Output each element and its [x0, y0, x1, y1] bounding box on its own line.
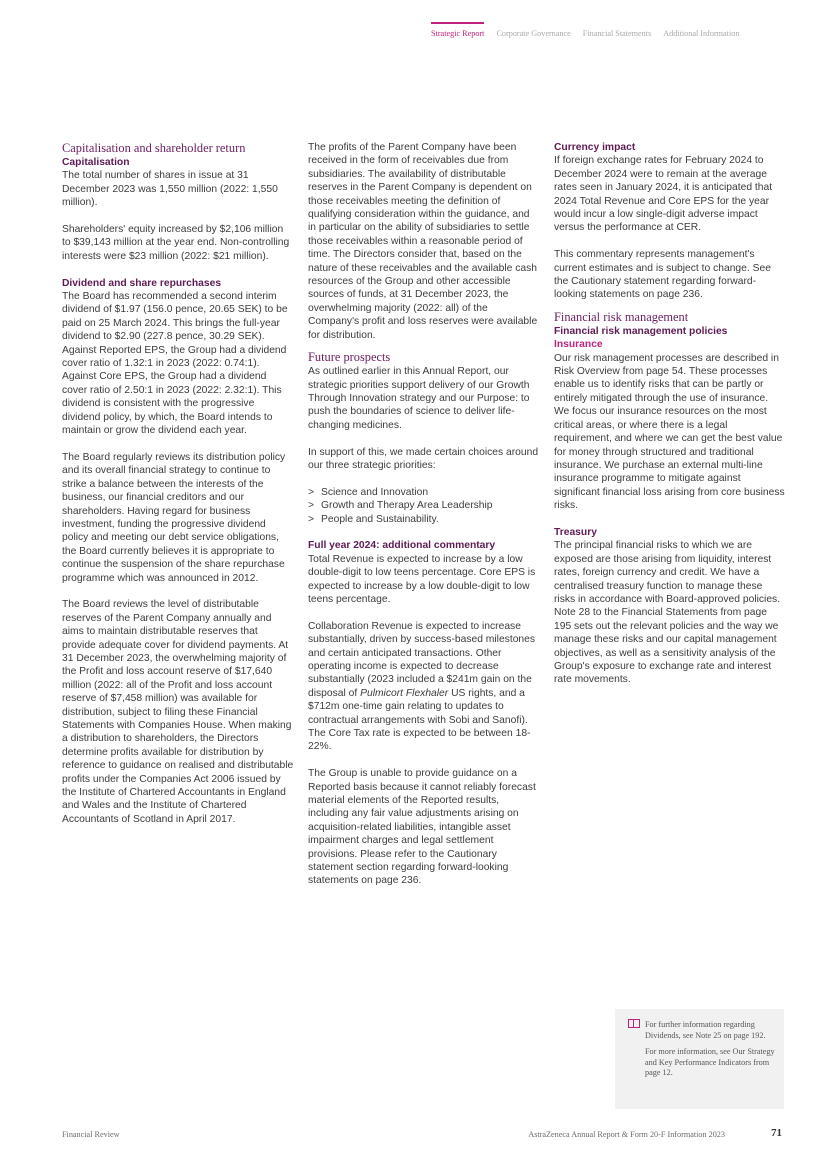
paragraph: The Board regularly reviews its distribution policy and its overall financial strategy to continue to strike a balance between the interests of the business, our financial creditors and our shareholders. Having regard for business investment, funding the progressive dividend policy and meeting our debt service obligations, the Board currently believes it is appropriate to continue the suspension of the share repurchase programme which was announced in 2012. [62, 451, 286, 584]
page-number: 71 [771, 1127, 782, 1139]
paragraph: The total number of shares in issue at 31 December 2023 was 1,550 million (2022: 1,550 million). [62, 170, 278, 209]
info-link-strategy[interactable]: For more information, see Our Strategy and Key Performance Indicators from page 12. [645, 1047, 775, 1078]
list-item: > Growth and Therapy Area Leadership [308, 499, 540, 512]
paragraph [308, 620, 540, 754]
product-name: Pulmicort Flexhaler [360, 687, 449, 699]
text-run: Collaboration Revenue is expected to increase substantially, driven by success-based milestones and certain anticipated transactions. Other operating income is expected to decrease substantially (2023 included a $241m gain on the disposal of [308, 620, 536, 699]
subheading-risk-policies: Financial risk management policies [554, 325, 728, 337]
list-item: > Science and Innovation [308, 486, 540, 499]
paragraph: The profits of the Parent Company have been received in the form of receivables due from subsidiaries. The availability of distributable reserves in the Parent Company is dependent on those receivables meeting the definition of qualifying consideration within the guidance, and in particular on the ability of subsidiaries to settle those receivables within a reasonable period of time. The Directors consider that, based on the nature of these receivables and the available cash resources of the Group and other accessible sources of funds, at 31 December 2023, the overwhelming majority (2022: all) of the Company's profit and loss reserves were available for distribution. [308, 142, 538, 341]
further-information-box [615, 1009, 784, 1109]
tab-financial-statements[interactable]: Financial Statements [582, 28, 652, 38]
tab-strategic-report[interactable]: Strategic Report [431, 28, 485, 38]
top-navigation [431, 26, 785, 40]
paragraph: This commentary represents management's current estimates and is subject to change. See the Cautionary statement regarding forward-looking statements on page 236. [554, 249, 771, 301]
paragraph: Shareholders' equity increased by $2,106 million to $39,143 million at the year end. Non-controlling interests were $23 million (2022: $21 million). [62, 224, 290, 262]
heading-future-prospects: Future prospects [308, 350, 391, 365]
column-middle [308, 141, 540, 888]
column-right [554, 141, 786, 687]
paragraph: The Group is unable to provide guidance on a Reported basis because it cannot reliably forecast material elements of the Reported results, including any fair value adjustments arising on acquisition-related liabilities, intangible asset impairment charges and legal settlement provisions. Please refer to the Cautionary statement section regarding forward-looking statements on page 236. [308, 768, 536, 887]
heading-capitalisation-shareholder-return: Capitalisation and shareholder return [62, 141, 246, 155]
paragraph: Total Revenue is expected to increase by a low double-digit to low teens percentage. Core EPS is expected to increase by a low double-digit to low teens percentage. [308, 553, 536, 605]
footer-report-title: AstraZeneca Annual Report & Form 20-F Information 2023 [528, 1130, 725, 1139]
subheading-currency-impact: Currency impact [554, 142, 636, 153]
paragraph: The Board has recommended a second interim dividend of $1.97 (156.0 pence, 20.65 SEK) to be paid on 25 March 2024. This brings the full-year dividend to $2.90 (227.8 pence, 30.29 SEK). Against Reported EPS, the Group had a dividend cover ratio of 1.32:1 in 2023 (2022: 0.74:1). Against Core EPS, the Group had a dividend cover ratio of 2.50:1 in 2023 (2022: 2.32:1). This dividend is consistent with the progressive dividend policy, by which, the Board intends to maintain or grow the dividend each year. [62, 291, 288, 437]
tab-additional-information[interactable]: Additional Information [663, 28, 740, 38]
list-item: > People and Sustainability. [308, 513, 540, 526]
subheading-full-year-2024: Full year 2024: additional commentary [308, 540, 496, 552]
paragraph: Our risk management processes are described in Risk Overview from page 54. These processes enable us to identify risks that can be partly or entirely mitigated through the use of insurance. We focus our insurance resources on the most critical areas, or where there is a legal requirement, and where we can get the best value for money through structured and traditional insurance. We purchase an external multi-line insurance programme to mitigate against significant financial loss arising from core business risks. [554, 352, 785, 512]
heading-financial-risk-management: Financial risk management [554, 309, 689, 324]
tab-corporate-governance[interactable]: Corporate Governance [496, 28, 571, 38]
subheading-capitalisation: Capitalisation [62, 157, 130, 168]
priorities-list [308, 486, 540, 526]
column-left [62, 141, 294, 826]
footer-section-name: Financial Review [62, 1130, 120, 1139]
subheading-dividend: Dividend and share repurchases [62, 277, 222, 289]
text-run: US rights, and a $712m one-time gain relating to updates to contractual arrangements with Sobi and Sanofi). The Core Tax rate is expected to be between 18-22%. [308, 687, 531, 753]
subheading-treasury: Treasury [554, 526, 597, 538]
paragraph: In support of this, we made certain choices around our three strategic priorities: [308, 446, 539, 471]
book-icon [628, 1019, 640, 1028]
info-link-dividends[interactable]: For further information regarding Dividends, see Note 25 on page 192. [645, 1020, 766, 1040]
paragraph: If foreign exchange rates for February 2024 to December 2024 were to remain at the average rates seen in January 2024, it is anticipated that 2024 Total Revenue and Core EPS for the year would incur a low single-digit adverse impact versus the performance at CER. [554, 155, 773, 234]
subheading-insurance: Insurance [554, 339, 603, 351]
paragraph: The principal financial risks to which we are exposed are those arising from liquidity, interest rates, foreign currency and credit. We have a centralised treasury function to manage these risks in accordance with Board-approved policies. Note 28 to the Financial Statements from page 195 sets out the relevant policies and the way we manage these risks and our capital management objectives, as well as a sensitivity analysis of the Group's exposure to exchange rate and interest rate movements. [554, 540, 781, 686]
paragraph: The Board reviews the level of distributable reserves of the Parent Company annually and aims to maintain distributable reserves that provide adequate cover for dividend payments. At 31 December 2023, the overwhelming majority of the Profit and loss account reserve of $17,640 million (2022: all of the Profit and loss account reserve of $7,458 million) was available for distribution, subject to filing these Financial Statements with Companies House. When making a distribution to shareholders, the Directors determine profits available for distribution by reference to guidance on realised and distributable profits under the Companies Act 2006 issued by the Institute of Chartered Accountants in England and Wales and the Institute of Chartered Accountants of Scotland in April 2017. [62, 599, 294, 825]
paragraph: As outlined earlier in this Annual Report, our strategic priorities support delivery of our Growth Through Innovation strategy and our Purpose: to push the boundaries of science to deliver life-changing medicines. [308, 366, 530, 431]
